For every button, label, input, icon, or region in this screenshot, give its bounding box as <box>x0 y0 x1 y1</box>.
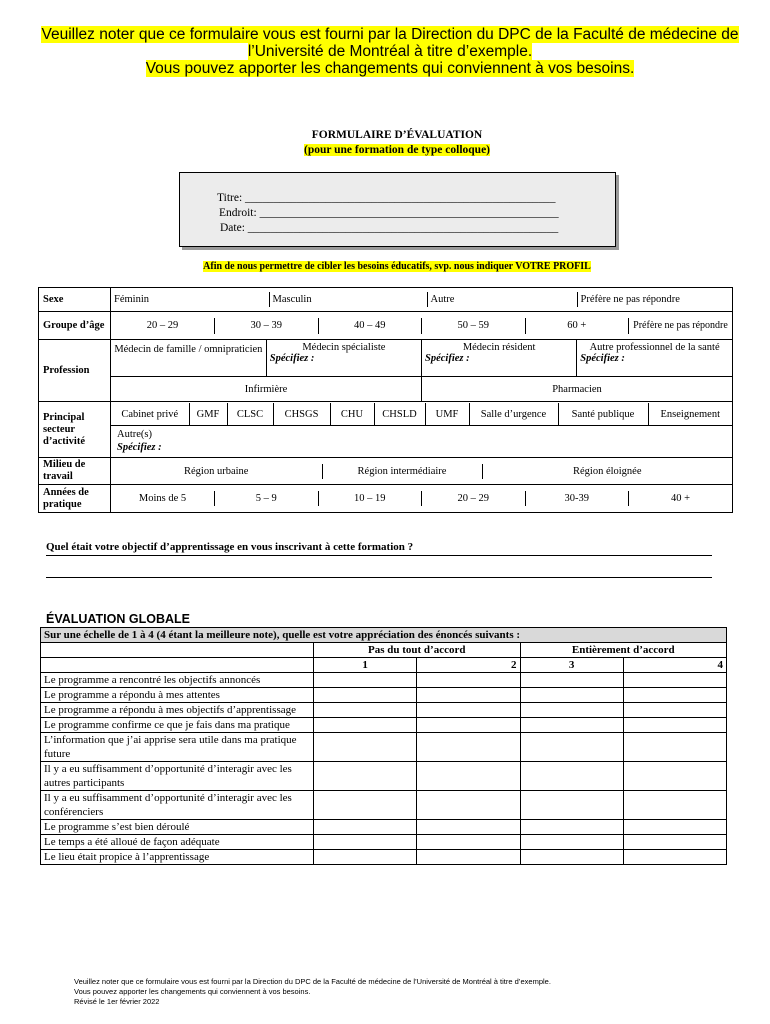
item-label: Le programme confirme ce que je fais dans ma pratique <box>41 718 314 733</box>
rating-cell[interactable] <box>520 733 623 762</box>
table-row <box>41 733 727 762</box>
specify-label: Spécifiez : <box>580 353 625 365</box>
footer-line2: Vous pouvez apporter les changements qui conviennent à vos besoins. <box>74 987 311 996</box>
rating-cell[interactable] <box>623 673 726 688</box>
profession-label: Profession <box>39 340 111 402</box>
evaluation-instruction: Sur une échelle de 1 à 4 (4 étant la meilleure note), quelle est votre appréciation des énoncés suivants : <box>41 628 727 643</box>
secteur-option[interactable]: CLSC <box>227 403 273 425</box>
option-infirmiere[interactable]: Infirmière <box>111 377 422 401</box>
specify-label: Spécifiez : <box>117 442 162 453</box>
table-row <box>41 688 727 703</box>
rating-cell[interactable] <box>623 835 726 850</box>
table-row <box>41 791 727 820</box>
rating-cell[interactable] <box>417 718 520 733</box>
age-option[interactable]: 20 – 29 <box>111 318 215 334</box>
secteur-option[interactable]: Enseignement <box>660 408 720 420</box>
option-prefere-ne-pas-repondre[interactable]: Préfère ne pas répondre <box>580 294 680 305</box>
age-option[interactable]: 30 – 39 <box>215 318 319 334</box>
rating-cell[interactable] <box>314 835 417 850</box>
evaluation-table <box>40 627 727 865</box>
secteur-option[interactable]: GMF <box>189 403 227 425</box>
item-label: Il y a eu suffisamment d’opportunité d’interagir avec les conférenciers <box>41 791 314 820</box>
rating-cell[interactable] <box>520 791 623 820</box>
rating-cell[interactable] <box>417 688 520 703</box>
rating-cell[interactable] <box>314 688 417 703</box>
rating-cell[interactable] <box>520 850 623 865</box>
annees-option[interactable]: 30-39 <box>525 491 629 506</box>
table-row <box>41 850 727 865</box>
evaluation-title: ÉVALUATION GLOBALE <box>46 612 190 626</box>
rating-cell[interactable] <box>520 718 623 733</box>
age-option[interactable]: 50 – 59 <box>422 318 526 334</box>
scale-2: 2 <box>417 658 520 673</box>
rating-cell[interactable] <box>314 791 417 820</box>
item-label: Il y a eu suffisamment d’opportunité d’interagir avec les autres participants <box>41 762 314 791</box>
rating-cell[interactable] <box>520 703 623 718</box>
rating-cell[interactable] <box>417 733 520 762</box>
scale-3: 3 <box>520 658 623 673</box>
profile-table <box>38 287 733 513</box>
milieu-option[interactable]: Région intermédiaire <box>322 464 482 479</box>
secteur-option[interactable]: Salle d’urgence <box>469 403 558 425</box>
option-autre-professionnel[interactable]: Autre professionnel de la santé Spécifiez : <box>577 340 732 376</box>
footer-line3: Révisé le 1er février 2022 <box>74 997 160 1006</box>
annees-option[interactable]: Moins de 5 <box>111 491 215 506</box>
rating-cell[interactable] <box>623 820 726 835</box>
rating-cell[interactable] <box>417 791 520 820</box>
rating-cell[interactable] <box>417 850 520 865</box>
yellow-notice <box>40 26 740 77</box>
rating-cell[interactable] <box>417 820 520 835</box>
item-label: Le temps a été alloué de façon adéquate <box>41 835 314 850</box>
rating-cell[interactable] <box>520 673 623 688</box>
form-subtitle: (pour une formation de type colloque) <box>303 144 491 156</box>
age-option[interactable]: 40 – 49 <box>318 318 422 334</box>
rating-cell[interactable] <box>623 762 726 791</box>
scale-1: 1 <box>314 658 417 673</box>
secteur-option[interactable]: Santé publique <box>558 403 648 425</box>
annees-option[interactable]: 10 – 19 <box>318 491 422 506</box>
titre-field[interactable]: Titre: ______________________________________________________ <box>217 192 556 204</box>
secteur-option[interactable]: CHSGS <box>273 403 330 425</box>
specify-label: Spécifiez : <box>425 353 470 365</box>
annees-option[interactable]: 20 – 29 <box>422 491 526 506</box>
secteur-option[interactable]: CHSLD <box>374 403 425 425</box>
table-row <box>41 703 727 718</box>
rating-cell[interactable] <box>623 703 726 718</box>
rating-cell[interactable] <box>314 733 417 762</box>
answer-line[interactable] <box>46 577 712 578</box>
rating-cell[interactable] <box>520 762 623 791</box>
item-label: Le programme a répondu à mes objectifs d’apprentissage <box>41 703 314 718</box>
rating-cell[interactable] <box>314 850 417 865</box>
high-label: Entièrement d’accord <box>520 643 727 658</box>
rating-cell[interactable] <box>520 820 623 835</box>
milieu-option[interactable]: Région urbaine <box>111 464 322 479</box>
table-row <box>41 762 727 791</box>
date-field[interactable]: Date: ______________________________________________________ <box>220 222 559 234</box>
item-label: Le lieu était propice à l’apprentissage <box>41 850 314 865</box>
table-row <box>41 820 727 835</box>
secteur-other[interactable]: Autre(s) Spécifiez : <box>111 425 732 456</box>
annees-option[interactable]: 40 + <box>670 493 691 504</box>
rating-cell[interactable] <box>623 718 726 733</box>
rating-cell[interactable] <box>417 673 520 688</box>
rating-cell[interactable] <box>417 835 520 850</box>
notice-line1: Veuillez noter que ce formulaire vous est fourni par la Direction du DPC de la Faculté de médecine de l’Université de Montréal à titre d’exemple. <box>41 26 739 60</box>
item-label: L’information que j’ai apprise sera utile dans ma pratique future <box>41 733 314 762</box>
rating-cell[interactable] <box>623 791 726 820</box>
annees-label: Années de pratique <box>39 485 111 513</box>
option-feminin[interactable]: Féminin <box>111 292 269 307</box>
endroit-field[interactable]: Endroit: ____________________________________________________ <box>219 207 559 219</box>
footer <box>74 977 551 1007</box>
rating-cell[interactable] <box>314 762 417 791</box>
rating-cell[interactable] <box>520 835 623 850</box>
footer-line1: Veuillez noter que ce formulaire vous est fourni par la Direction du DPC de la Faculté de médecine de l’Université de Montréal à titre d’exemple. <box>74 977 551 986</box>
scale-4: 4 <box>623 658 726 673</box>
rating-cell[interactable] <box>314 673 417 688</box>
rating-cell[interactable] <box>314 820 417 835</box>
option-pharmacien[interactable]: Pharmacien <box>552 383 602 395</box>
objective-question: Quel était votre objectif d’apprentissage en vous inscrivant à cette formation ? <box>46 541 414 553</box>
table-row <box>41 835 727 850</box>
secteur-option[interactable]: UMF <box>425 403 469 425</box>
notice-line2: Vous pouvez apporter les changements qui conviennent à vos besoins. <box>145 60 635 77</box>
answer-line[interactable] <box>46 555 712 556</box>
rating-cell[interactable] <box>314 718 417 733</box>
option-autre[interactable]: Autre <box>427 292 577 307</box>
item-label: Le programme s’est bien déroulé <box>41 820 314 835</box>
table-row <box>41 673 727 688</box>
form-title-block <box>0 128 770 158</box>
profile-note: Afin de nous permettre de cibler les besoins éducatifs, svp. nous indiquer VOTRE PROFIL <box>203 261 591 272</box>
age-option[interactable]: Préfère ne pas répondre <box>633 319 728 331</box>
annees-option[interactable]: 5 – 9 <box>215 491 319 506</box>
milieu-label: Milieu de travail <box>39 458 111 485</box>
rating-cell[interactable] <box>417 703 520 718</box>
age-label: Groupe d’âge <box>39 312 111 340</box>
rating-cell[interactable] <box>623 850 726 865</box>
item-label: Le programme a rencontré les objectifs annoncés <box>41 673 314 688</box>
option-medecin-resident[interactable]: Médecin résident Spécifiez : <box>422 340 577 376</box>
rating-cell[interactable] <box>417 762 520 791</box>
age-option[interactable]: 60 + <box>525 318 629 334</box>
option-masculin[interactable]: Masculin <box>269 292 427 307</box>
secteur-label: Principal secteur d’activité <box>39 402 111 458</box>
low-label: Pas du tout d’accord <box>314 643 521 658</box>
item-label: Le programme a répondu à mes attentes <box>41 688 314 703</box>
table-row <box>41 718 727 733</box>
secteur-option[interactable]: Cabinet privé <box>111 403 189 425</box>
option-medecin-famille[interactable]: Médecin de famille / omnipraticien <box>111 340 266 376</box>
specify-label: Spécifiez : <box>269 353 315 365</box>
rating-cell[interactable] <box>623 688 726 703</box>
rating-cell[interactable] <box>623 733 726 762</box>
secteur-option[interactable]: CHU <box>330 403 374 425</box>
rating-cell[interactable] <box>520 688 623 703</box>
form-title: FORMULAIRE D’ÉVALUATION <box>311 129 483 141</box>
option-medecin-specialiste[interactable]: Médecin spécialiste Spécifiez : <box>266 340 421 376</box>
rating-cell[interactable] <box>314 703 417 718</box>
sexe-label: Sexe <box>39 288 111 312</box>
milieu-option[interactable]: Région éloignée <box>572 465 642 477</box>
event-info-box <box>179 172 616 247</box>
